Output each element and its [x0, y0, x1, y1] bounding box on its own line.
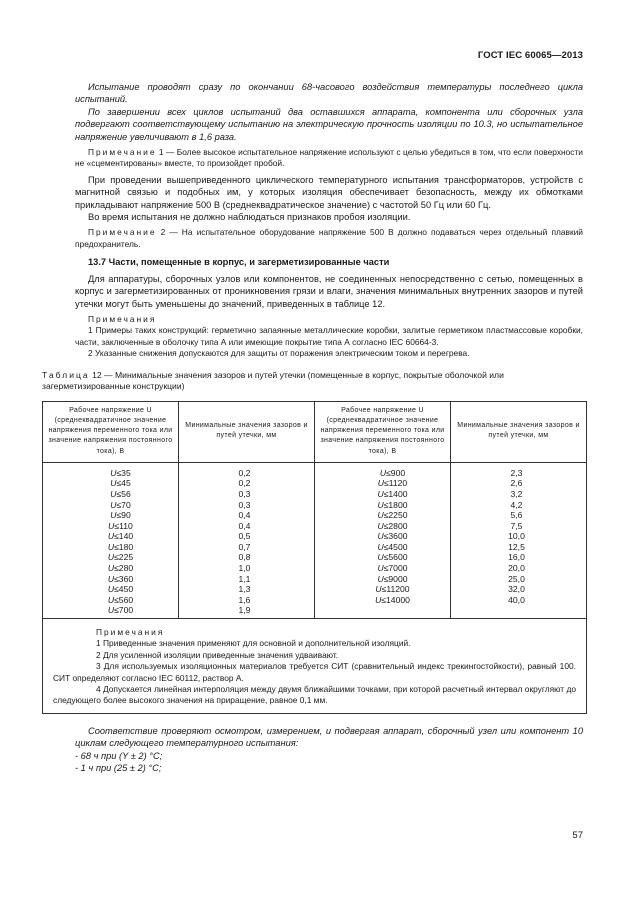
voltage-cell: U≤280: [107, 563, 134, 574]
value-cell: 0,3: [238, 488, 251, 499]
paragraph-compliance: Соответствие проверяют осмотром, измерением, и подвергая аппарат, сборочный узел или компонент 10 циклам следующего температурного испытания:: [75, 725, 583, 749]
paragraph-enclosed-parts: Для аппаратуры, сборочных узлов или компонентов, не соединенных непосредственно с сетью, помещенных в корпус и загерметизированных от проникновения грязи и влаги, значения минимальных внутренних зазоров и путей утечки могут быть уменьшены до значений, приведенных в таблице 12.: [75, 273, 583, 309]
voltage-cell: U≤90: [110, 510, 131, 521]
value-cell: 1,9: [238, 605, 251, 616]
voltage-cell: U≤1800: [377, 499, 408, 510]
value-cell: 1,3: [238, 584, 251, 595]
table-values-row: [43, 462, 587, 618]
voltage-cell: U≤1120: [377, 478, 408, 489]
voltage-cell: U≤900: [379, 467, 406, 478]
right-voltage-column: [315, 462, 451, 618]
value-cell: 5,6: [510, 510, 523, 521]
table-notes-row: [43, 619, 587, 714]
value-cell: 20,0: [508, 563, 525, 574]
table-note-4: 4 Допускается линейная интерполяция между двумя ближайшими точками, при которой расчетный интервал округляют до следующего более высокого значения на приращение, равное 0,1 мм.: [53, 684, 576, 706]
value-cell: 32,0: [508, 584, 525, 595]
voltage-cell: U≤1400: [377, 488, 408, 499]
voltage-cell: U≤9000: [377, 573, 408, 584]
value-cell: 1,0: [238, 563, 251, 574]
voltage-cell: U≤140: [107, 531, 134, 542]
note-examples: 1 Примеры таких конструкций: герметично запаянные металлические коробки, залитые герметиком пластмассовые коробки, части, заключенные в оболочку типа А или имеющие покрытие типа А согласно IEC 60664-3.: [75, 325, 583, 347]
voltage-cell: U≤14000: [375, 594, 410, 605]
value-cell: 16,0: [508, 552, 525, 563]
voltage-cell: U≤11200: [375, 584, 410, 595]
value-cell: 0,3: [238, 499, 251, 510]
header-voltage-right: Рабочее напряжение U (среднеквадратичное значение напряжения переменного тока или значение напряжения постоянного тока), В: [315, 401, 451, 462]
voltage-cell: U≤450: [107, 584, 134, 595]
table-notes-label: Примечания: [96, 627, 165, 638]
paragraph-dielectric-test: По завершении всех циклов испытаний два оставшихся аппарата, компонента или сборочных узла подвергают соответствующему испытанию на электрическую прочность изоляции по 10.3, но испытательное напряжение увеличивают в 1,6 раза.: [75, 106, 583, 142]
value-cell: 0,4: [238, 510, 251, 521]
note-2-label: Примечание: [88, 227, 157, 238]
header-min-left: Минимальные значения зазоров и путей утечки, мм: [179, 401, 315, 462]
note-1-text: 1 — Более высокое испытательное напряжение используют с целью убедиться в том, что если поверхности не «сцементированы» вместе, то произойдет пробой.: [75, 147, 583, 169]
table-caption-label: Таблица: [42, 369, 90, 380]
section-title: 13.7 Части, помещенные в корпус, и загерметизированные части: [88, 257, 390, 268]
note-2-text: 2 — На испытательное оборудование напряжение 500 В должно подаваться через отдельный плавкий предохранитель.: [75, 227, 583, 249]
note-1-label: Примечание: [88, 147, 157, 158]
page-body: [42, 81, 583, 775]
voltage-cell: U≤7000: [377, 563, 408, 574]
value-cell: 3,2: [510, 488, 523, 499]
notes-label: Примечания: [88, 313, 157, 324]
voltage-cell: U≤3600: [377, 531, 408, 542]
voltage-cell: U≤700: [107, 605, 134, 616]
voltage-cell: U≤180: [107, 541, 134, 552]
right-value-column: [451, 462, 587, 618]
table-notes: [43, 619, 587, 714]
voltage-cell: U≤225: [107, 552, 134, 563]
voltage-cell: U≤70: [110, 499, 131, 510]
value-cell: 1,6: [238, 594, 251, 605]
voltage-cell: U≤4500: [377, 541, 408, 552]
right-voltage-list: [319, 468, 446, 606]
table-note-2: 2 Для усиленной изоляции приведенные значения удваивают.: [96, 649, 339, 660]
value-cell: 12,5: [508, 541, 525, 552]
left-voltage-list: [47, 468, 174, 616]
left-value-column: [179, 462, 315, 618]
value-cell: 0,8: [238, 552, 251, 563]
table-caption: [42, 370, 586, 393]
left-voltage-column: [43, 462, 179, 618]
header-voltage-left: Рабочее напряжение U (среднеквадратичное значение напряжения переменного тока или значение напряжения постоянного тока), В: [43, 401, 179, 462]
value-cell: 2,6: [510, 478, 523, 489]
value-cell: 10,0: [508, 531, 525, 542]
voltage-cell: U≤35: [110, 467, 131, 478]
value-cell: 0,2: [238, 467, 251, 478]
page-number: 57: [572, 830, 583, 841]
table-note-3: 3 Для используемых изоляционных материалов требуется СИТ (сравнительный индекс трекингостойкости), равный 100. СИТ определяют согласно IEC 60112, раствор А.: [53, 661, 576, 683]
value-cell: 1,1: [238, 573, 251, 584]
test-step-2: - 1 ч при (25 ± 2) °C;: [75, 763, 162, 774]
voltage-cell: U≤45: [110, 478, 131, 489]
value-cell: 40,0: [508, 594, 525, 605]
voltage-cell: U≤2800: [377, 520, 408, 531]
value-cell: 4,2: [510, 499, 523, 510]
header-min-right: Минимальные значения зазоров и путей утечки, мм: [451, 401, 587, 462]
table-header-row: [43, 401, 587, 462]
test-step-1: - 68 ч при (Y ± 2) °C;: [75, 750, 163, 761]
voltage-cell: U≤110: [108, 520, 133, 531]
paragraph-no-breakdown: Во время испытания не должно наблюдаться признаков пробоя изоляции.: [88, 212, 411, 223]
voltage-cell: U≤5600: [377, 552, 408, 563]
table-note-1: 1 Приведенные значения применяют для основной и дополнительной изоляций.: [96, 638, 411, 649]
paragraph-test-timing: Испытание проводят сразу по окончании 68-часового воздействия температуры последнего цикла испытаний.: [75, 82, 583, 105]
note-reductions: 2 Указанные снижения допускаются для защиты от поражения электрическим током и перегрева.: [88, 348, 470, 359]
voltage-cell: U≤2250: [377, 510, 408, 521]
note-2: [75, 227, 583, 250]
paragraph-transformers: При проведении вышеприведенного циклического температурного испытания трансформаторов, устройств с магнитной связью и подобных им, у которых изоляция обеспечивает безопасность, между их обмотками прикладывают напряжение 500 В (среднеквадратическое значение) с частотой 50 Гц или 60 Гц.: [75, 174, 583, 210]
table-caption-text: 12 — Минимальные значения зазоров и путей утечки (помещенные в корпус, покрытые оболочкой или загерметизированные конструкции): [42, 369, 504, 392]
clearance-table: [42, 401, 587, 714]
voltage-cell: U≤560: [107, 594, 134, 605]
value-cell: 0,5: [238, 531, 251, 542]
value-cell: 7,5: [510, 520, 523, 531]
right-value-list: [455, 468, 582, 606]
left-value-list: [183, 468, 310, 616]
value-cell: 2,3: [510, 467, 523, 478]
voltage-cell: U≤360: [107, 573, 134, 584]
value-cell: 25,0: [508, 573, 525, 584]
standard-header: ГОСТ IEC 60065—2013: [477, 50, 583, 61]
value-cell: 0,7: [238, 541, 251, 552]
note-1: [75, 147, 583, 170]
value-cell: 0,2: [238, 478, 251, 489]
voltage-cell: U≤56: [110, 488, 131, 499]
value-cell: 0,4: [238, 520, 251, 531]
